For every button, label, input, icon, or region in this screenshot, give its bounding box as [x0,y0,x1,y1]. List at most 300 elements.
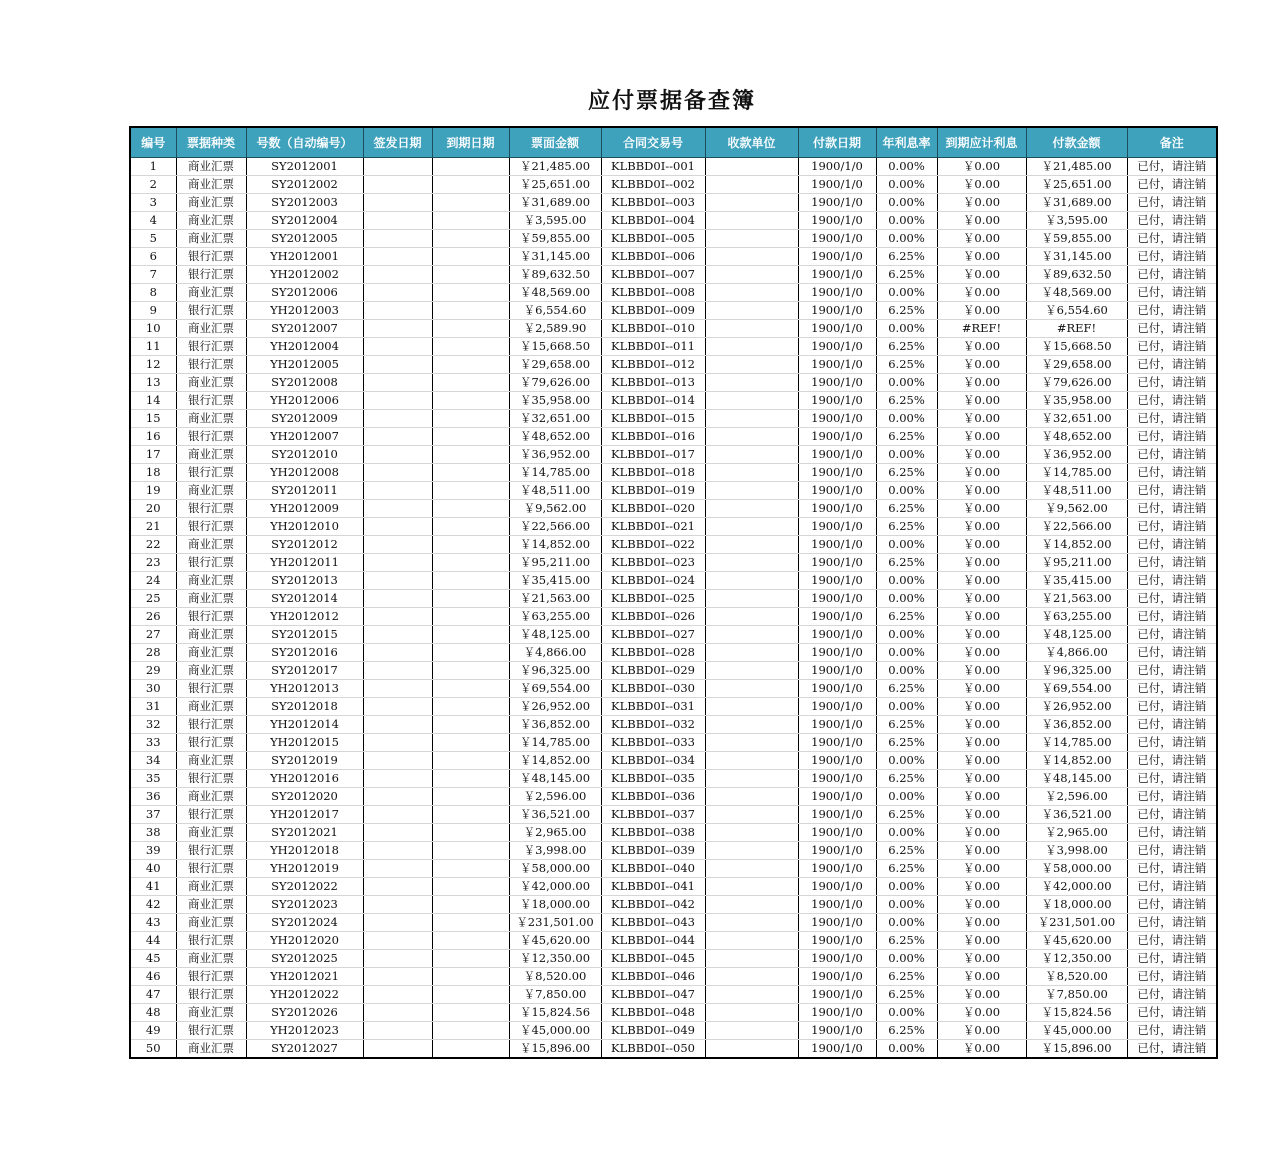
cell-issue-date[interactable] [363,212,432,230]
cell-contract-number[interactable]: KLBBD0I--033 [601,734,705,752]
cell-interest-rate[interactable]: 0.00% [876,212,937,230]
cell-due-date[interactable] [432,950,509,968]
cell-note-type[interactable]: 银行汇票 [176,806,246,824]
cell-payment-date[interactable]: 1900/1/0 [798,536,876,554]
cell-remarks[interactable]: 已付，请注销 [1127,698,1217,716]
cell-contract-number[interactable]: KLBBD0I--034 [601,752,705,770]
cell-contract-number[interactable]: KLBBD0I--036 [601,788,705,806]
cell-issue-date[interactable] [363,626,432,644]
cell-face-amount[interactable]: ￥48,569.00 [509,284,601,302]
cell-payee[interactable] [705,878,798,896]
cell-note-type[interactable]: 商业汇票 [176,950,246,968]
cell-note-number[interactable]: SY2012023 [246,896,363,914]
cell-interest-rate[interactable]: 6.25% [876,266,937,284]
cell-remarks[interactable]: 已付，请注销 [1127,572,1217,590]
cell-accrued-interest[interactable]: ￥0.00 [937,410,1026,428]
cell-interest-rate[interactable]: 0.00% [876,158,937,176]
cell-accrued-interest[interactable]: ￥0.00 [937,914,1026,932]
cell-payee[interactable] [705,806,798,824]
cell-face-amount[interactable]: ￥29,658.00 [509,356,601,374]
cell-payment-date[interactable]: 1900/1/0 [798,986,876,1004]
cell-note-number[interactable]: SY2012022 [246,878,363,896]
cell-interest-rate[interactable]: 0.00% [876,446,937,464]
cell-note-type[interactable]: 银行汇票 [176,716,246,734]
cell-interest-rate[interactable]: 0.00% [876,1004,937,1022]
cell-interest-rate[interactable]: 6.25% [876,680,937,698]
cell-note-type[interactable]: 银行汇票 [176,842,246,860]
cell-payment-date[interactable]: 1900/1/0 [798,248,876,266]
cell-payment-date[interactable]: 1900/1/0 [798,374,876,392]
cell-contract-number[interactable]: KLBBD0I--031 [601,698,705,716]
cell-payment-amount[interactable]: ￥45,620.00 [1026,932,1127,950]
cell-note-type[interactable]: 商业汇票 [176,536,246,554]
cell-payment-date[interactable]: 1900/1/0 [798,320,876,338]
cell-issue-date[interactable] [363,896,432,914]
cell-payee[interactable] [705,284,798,302]
cell-interest-rate[interactable]: 6.25% [876,860,937,878]
cell-face-amount[interactable]: ￥48,145.00 [509,770,601,788]
cell-due-date[interactable] [432,770,509,788]
cell-payment-date[interactable]: 1900/1/0 [798,176,876,194]
cell-payee[interactable] [705,752,798,770]
cell-contract-number[interactable]: KLBBD0I--014 [601,392,705,410]
cell-note-type[interactable]: 商业汇票 [176,176,246,194]
cell-payment-date[interactable]: 1900/1/0 [798,158,876,176]
cell-id[interactable]: 41 [130,878,176,896]
cell-payment-amount[interactable]: ￥15,668.50 [1026,338,1127,356]
cell-payee[interactable] [705,338,798,356]
cell-id[interactable]: 15 [130,410,176,428]
column-header-payment-date[interactable]: 付款日期 [798,127,876,158]
cell-note-number[interactable]: SY2012001 [246,158,363,176]
cell-note-number[interactable]: YH2012023 [246,1022,363,1040]
cell-payment-date[interactable]: 1900/1/0 [798,230,876,248]
cell-remarks[interactable]: 已付，请注销 [1127,1022,1217,1040]
cell-due-date[interactable] [432,320,509,338]
cell-issue-date[interactable] [363,698,432,716]
column-header-payee[interactable]: 收款单位 [705,127,798,158]
cell-accrued-interest[interactable]: ￥0.00 [937,464,1026,482]
cell-face-amount[interactable]: ￥58,000.00 [509,860,601,878]
cell-issue-date[interactable] [363,374,432,392]
cell-note-type[interactable]: 商业汇票 [176,320,246,338]
cell-payment-amount[interactable]: ￥95,211.00 [1026,554,1127,572]
cell-face-amount[interactable]: ￥12,350.00 [509,950,601,968]
cell-note-type[interactable]: 银行汇票 [176,770,246,788]
cell-interest-rate[interactable]: 6.25% [876,554,937,572]
cell-due-date[interactable] [432,158,509,176]
cell-payment-date[interactable]: 1900/1/0 [798,968,876,986]
cell-payee[interactable] [705,968,798,986]
cell-id[interactable]: 39 [130,842,176,860]
cell-remarks[interactable]: 已付，请注销 [1127,806,1217,824]
cell-payment-amount[interactable]: ￥14,852.00 [1026,752,1127,770]
cell-payee[interactable] [705,500,798,518]
column-header-note-type[interactable]: 票据种类 [176,127,246,158]
cell-accrued-interest[interactable]: ￥0.00 [937,428,1026,446]
cell-note-type[interactable]: 银行汇票 [176,356,246,374]
cell-face-amount[interactable]: ￥35,958.00 [509,392,601,410]
cell-interest-rate[interactable]: 6.25% [876,338,937,356]
cell-payment-amount[interactable]: ￥36,521.00 [1026,806,1127,824]
cell-accrued-interest[interactable]: ￥0.00 [937,266,1026,284]
cell-accrued-interest[interactable]: ￥0.00 [937,248,1026,266]
cell-payee[interactable] [705,698,798,716]
cell-face-amount[interactable]: ￥4,866.00 [509,644,601,662]
cell-accrued-interest[interactable]: ￥0.00 [937,194,1026,212]
cell-note-number[interactable]: YH2012010 [246,518,363,536]
cell-payment-date[interactable]: 1900/1/0 [798,824,876,842]
cell-id[interactable]: 42 [130,896,176,914]
cell-remarks[interactable]: 已付，请注销 [1127,464,1217,482]
cell-note-number[interactable]: SY2012021 [246,824,363,842]
cell-id[interactable]: 22 [130,536,176,554]
cell-id[interactable]: 6 [130,248,176,266]
cell-note-type[interactable]: 商业汇票 [176,752,246,770]
cell-issue-date[interactable] [363,518,432,536]
cell-contract-number[interactable]: KLBBD0I--027 [601,626,705,644]
cell-note-type[interactable]: 商业汇票 [176,284,246,302]
cell-face-amount[interactable]: ￥231,501.00 [509,914,601,932]
cell-note-type[interactable]: 银行汇票 [176,428,246,446]
cell-note-type[interactable]: 银行汇票 [176,554,246,572]
cell-id[interactable]: 49 [130,1022,176,1040]
cell-due-date[interactable] [432,878,509,896]
cell-accrued-interest[interactable]: ￥0.00 [937,770,1026,788]
cell-issue-date[interactable] [363,986,432,1004]
cell-payee[interactable] [705,212,798,230]
cell-face-amount[interactable]: ￥48,125.00 [509,626,601,644]
cell-payee[interactable] [705,788,798,806]
cell-id[interactable]: 46 [130,968,176,986]
cell-issue-date[interactable] [363,914,432,932]
cell-contract-number[interactable]: KLBBD0I--005 [601,230,705,248]
cell-contract-number[interactable]: KLBBD0I--017 [601,446,705,464]
cell-payment-date[interactable]: 1900/1/0 [798,950,876,968]
cell-id[interactable]: 29 [130,662,176,680]
cell-due-date[interactable] [432,176,509,194]
cell-contract-number[interactable]: KLBBD0I--023 [601,554,705,572]
cell-note-number[interactable]: YH2012007 [246,428,363,446]
cell-face-amount[interactable]: ￥3,595.00 [509,212,601,230]
cell-payee[interactable] [705,230,798,248]
cell-interest-rate[interactable]: 6.25% [876,986,937,1004]
cell-id[interactable]: 8 [130,284,176,302]
cell-due-date[interactable] [432,608,509,626]
cell-issue-date[interactable] [363,950,432,968]
cell-contract-number[interactable]: KLBBD0I--032 [601,716,705,734]
cell-due-date[interactable] [432,698,509,716]
cell-payment-date[interactable]: 1900/1/0 [798,932,876,950]
cell-note-number[interactable]: SY2012018 [246,698,363,716]
cell-note-type[interactable]: 银行汇票 [176,986,246,1004]
cell-remarks[interactable]: 已付，请注销 [1127,1004,1217,1022]
cell-contract-number[interactable]: KLBBD0I--018 [601,464,705,482]
cell-face-amount[interactable]: ￥26,952.00 [509,698,601,716]
cell-issue-date[interactable] [363,932,432,950]
cell-accrued-interest[interactable]: ￥0.00 [937,482,1026,500]
cell-accrued-interest[interactable]: ￥0.00 [937,176,1026,194]
cell-remarks[interactable]: 已付，请注销 [1127,410,1217,428]
cell-note-number[interactable]: SY2012027 [246,1040,363,1059]
cell-id[interactable]: 1 [130,158,176,176]
cell-payment-date[interactable]: 1900/1/0 [798,698,876,716]
cell-due-date[interactable] [432,1022,509,1040]
cell-accrued-interest[interactable]: ￥0.00 [937,752,1026,770]
cell-id[interactable]: 36 [130,788,176,806]
cell-interest-rate[interactable]: 0.00% [876,626,937,644]
cell-interest-rate[interactable]: 6.25% [876,500,937,518]
cell-face-amount[interactable]: ￥6,554.60 [509,302,601,320]
cell-issue-date[interactable] [363,968,432,986]
cell-accrued-interest[interactable]: ￥0.00 [937,392,1026,410]
cell-note-number[interactable]: YH2012006 [246,392,363,410]
cell-note-type[interactable]: 商业汇票 [176,158,246,176]
cell-payment-date[interactable]: 1900/1/0 [798,716,876,734]
cell-note-number[interactable]: YH2012021 [246,968,363,986]
cell-remarks[interactable]: 已付，请注销 [1127,338,1217,356]
cell-payment-amount[interactable]: ￥48,511.00 [1026,482,1127,500]
cell-payment-amount[interactable]: ￥48,652.00 [1026,428,1127,446]
column-header-id[interactable]: 编号 [130,127,176,158]
cell-issue-date[interactable] [363,608,432,626]
cell-id[interactable]: 31 [130,698,176,716]
cell-interest-rate[interactable]: 0.00% [876,482,937,500]
cell-payee[interactable] [705,842,798,860]
cell-accrued-interest[interactable]: ￥0.00 [937,518,1026,536]
cell-due-date[interactable] [432,1040,509,1059]
cell-face-amount[interactable]: ￥36,852.00 [509,716,601,734]
cell-face-amount[interactable]: ￥7,850.00 [509,986,601,1004]
cell-interest-rate[interactable]: 6.25% [876,428,937,446]
cell-due-date[interactable] [432,860,509,878]
cell-interest-rate[interactable]: 0.00% [876,572,937,590]
cell-contract-number[interactable]: KLBBD0I--044 [601,932,705,950]
cell-due-date[interactable] [432,464,509,482]
cell-accrued-interest[interactable]: ￥0.00 [937,842,1026,860]
cell-payee[interactable] [705,428,798,446]
cell-payment-date[interactable]: 1900/1/0 [798,842,876,860]
cell-id[interactable]: 17 [130,446,176,464]
cell-face-amount[interactable]: ￥45,620.00 [509,932,601,950]
cell-accrued-interest[interactable]: ￥0.00 [937,1004,1026,1022]
cell-id[interactable]: 12 [130,356,176,374]
cell-interest-rate[interactable]: 0.00% [876,194,937,212]
cell-issue-date[interactable] [363,284,432,302]
cell-note-number[interactable]: YH2012003 [246,302,363,320]
cell-note-type[interactable]: 商业汇票 [176,212,246,230]
cell-note-number[interactable]: YH2012019 [246,860,363,878]
column-header-remarks[interactable]: 备注 [1127,127,1217,158]
column-header-accrued-interest[interactable]: 到期应计利息 [937,127,1026,158]
cell-due-date[interactable] [432,446,509,464]
cell-payment-date[interactable]: 1900/1/0 [798,896,876,914]
cell-face-amount[interactable]: ￥31,689.00 [509,194,601,212]
cell-note-number[interactable]: YH2012011 [246,554,363,572]
cell-interest-rate[interactable]: 0.00% [876,284,937,302]
cell-payment-amount[interactable]: ￥29,658.00 [1026,356,1127,374]
cell-accrued-interest[interactable]: ￥0.00 [937,662,1026,680]
cell-contract-number[interactable]: KLBBD0I--046 [601,968,705,986]
cell-due-date[interactable] [432,338,509,356]
cell-remarks[interactable]: 已付，请注销 [1127,734,1217,752]
cell-issue-date[interactable] [363,1022,432,1040]
cell-payment-date[interactable]: 1900/1/0 [798,428,876,446]
column-header-issue-date[interactable]: 签发日期 [363,127,432,158]
cell-payment-date[interactable]: 1900/1/0 [798,752,876,770]
cell-contract-number[interactable]: KLBBD0I--038 [601,824,705,842]
cell-contract-number[interactable]: KLBBD0I--004 [601,212,705,230]
cell-id[interactable]: 28 [130,644,176,662]
cell-due-date[interactable] [432,302,509,320]
cell-payee[interactable] [705,356,798,374]
cell-payee[interactable] [705,158,798,176]
cell-contract-number[interactable]: KLBBD0I--002 [601,176,705,194]
cell-payment-amount[interactable]: ￥3,595.00 [1026,212,1127,230]
cell-payee[interactable] [705,1004,798,1022]
cell-payee[interactable] [705,266,798,284]
cell-payment-date[interactable]: 1900/1/0 [798,482,876,500]
cell-remarks[interactable]: 已付，请注销 [1127,716,1217,734]
cell-payee[interactable] [705,410,798,428]
cell-remarks[interactable]: 已付，请注销 [1127,554,1217,572]
cell-contract-number[interactable]: KLBBD0I--045 [601,950,705,968]
cell-payment-amount[interactable]: ￥8,520.00 [1026,968,1127,986]
cell-note-type[interactable]: 银行汇票 [176,266,246,284]
cell-interest-rate[interactable]: 0.00% [876,950,937,968]
cell-note-type[interactable]: 商业汇票 [176,644,246,662]
cell-payment-amount[interactable]: ￥15,896.00 [1026,1040,1127,1059]
cell-note-number[interactable]: SY2012019 [246,752,363,770]
cell-issue-date[interactable] [363,194,432,212]
cell-remarks[interactable]: 已付，请注销 [1127,968,1217,986]
cell-contract-number[interactable]: KLBBD0I--048 [601,1004,705,1022]
cell-note-number[interactable]: SY2012012 [246,536,363,554]
cell-remarks[interactable]: 已付，请注销 [1127,302,1217,320]
cell-payment-date[interactable]: 1900/1/0 [798,788,876,806]
cell-due-date[interactable] [432,554,509,572]
cell-payee[interactable] [705,482,798,500]
cell-payment-amount[interactable]: ￥6,554.60 [1026,302,1127,320]
cell-due-date[interactable] [432,572,509,590]
cell-payment-amount[interactable]: ￥48,145.00 [1026,770,1127,788]
cell-payment-amount[interactable]: ￥42,000.00 [1026,878,1127,896]
cell-note-number[interactable]: SY2012017 [246,662,363,680]
cell-face-amount[interactable]: ￥21,563.00 [509,590,601,608]
cell-note-number[interactable]: SY2012014 [246,590,363,608]
cell-payee[interactable] [705,518,798,536]
cell-id[interactable]: 44 [130,932,176,950]
cell-accrued-interest[interactable]: ￥0.00 [937,860,1026,878]
cell-issue-date[interactable] [363,266,432,284]
cell-payee[interactable] [705,626,798,644]
cell-remarks[interactable]: 已付，请注销 [1127,518,1217,536]
cell-note-type[interactable]: 银行汇票 [176,500,246,518]
cell-payment-date[interactable]: 1900/1/0 [798,500,876,518]
cell-payment-amount[interactable]: ￥14,852.00 [1026,536,1127,554]
cell-payment-date[interactable]: 1900/1/0 [798,518,876,536]
cell-issue-date[interactable] [363,734,432,752]
cell-due-date[interactable] [432,932,509,950]
cell-payment-amount[interactable]: ￥59,855.00 [1026,230,1127,248]
cell-note-number[interactable]: YH2012002 [246,266,363,284]
cell-payment-date[interactable]: 1900/1/0 [798,590,876,608]
cell-interest-rate[interactable]: 0.00% [876,644,937,662]
cell-contract-number[interactable]: KLBBD0I--035 [601,770,705,788]
cell-issue-date[interactable] [363,680,432,698]
cell-id[interactable]: 14 [130,392,176,410]
cell-accrued-interest[interactable]: ￥0.00 [937,230,1026,248]
cell-interest-rate[interactable]: 0.00% [876,230,937,248]
cell-issue-date[interactable] [363,770,432,788]
cell-payment-amount[interactable]: ￥96,325.00 [1026,662,1127,680]
cell-payment-amount[interactable]: ￥25,651.00 [1026,176,1127,194]
cell-face-amount[interactable]: ￥14,785.00 [509,464,601,482]
cell-remarks[interactable]: 已付，请注销 [1127,284,1217,302]
cell-payment-date[interactable]: 1900/1/0 [798,338,876,356]
cell-payee[interactable] [705,1022,798,1040]
cell-remarks[interactable]: 已付，请注销 [1127,230,1217,248]
cell-interest-rate[interactable]: 6.25% [876,734,937,752]
cell-issue-date[interactable] [363,644,432,662]
cell-interest-rate[interactable]: 6.25% [876,392,937,410]
cell-remarks[interactable]: 已付，请注销 [1127,932,1217,950]
cell-interest-rate[interactable]: 6.25% [876,968,937,986]
cell-payee[interactable] [705,572,798,590]
cell-accrued-interest[interactable]: ￥0.00 [937,536,1026,554]
cell-id[interactable]: 19 [130,482,176,500]
cell-payment-amount[interactable]: ￥231,501.00 [1026,914,1127,932]
cell-issue-date[interactable] [363,158,432,176]
cell-payment-amount[interactable]: ￥14,785.00 [1026,734,1127,752]
cell-due-date[interactable] [432,734,509,752]
cell-interest-rate[interactable]: 6.25% [876,518,937,536]
cell-payment-amount[interactable]: ￥14,785.00 [1026,464,1127,482]
cell-payee[interactable] [705,554,798,572]
cell-payment-date[interactable]: 1900/1/0 [798,608,876,626]
cell-remarks[interactable]: 已付，请注销 [1127,626,1217,644]
cell-note-type[interactable]: 银行汇票 [176,968,246,986]
cell-accrued-interest[interactable]: ￥0.00 [937,986,1026,1004]
cell-due-date[interactable] [432,518,509,536]
cell-due-date[interactable] [432,392,509,410]
cell-contract-number[interactable]: KLBBD0I--012 [601,356,705,374]
cell-accrued-interest[interactable]: ￥0.00 [937,212,1026,230]
cell-due-date[interactable] [432,248,509,266]
cell-due-date[interactable] [432,788,509,806]
cell-issue-date[interactable] [363,860,432,878]
cell-face-amount[interactable]: ￥14,852.00 [509,752,601,770]
cell-issue-date[interactable] [363,716,432,734]
cell-payee[interactable] [705,824,798,842]
cell-note-number[interactable]: SY2012006 [246,284,363,302]
cell-payment-amount[interactable]: ￥4,866.00 [1026,644,1127,662]
cell-issue-date[interactable] [363,824,432,842]
cell-face-amount[interactable]: ￥2,596.00 [509,788,601,806]
cell-payment-amount[interactable]: ￥22,566.00 [1026,518,1127,536]
cell-note-number[interactable]: SY2012026 [246,1004,363,1022]
cell-contract-number[interactable]: KLBBD0I--013 [601,374,705,392]
cell-issue-date[interactable] [363,806,432,824]
cell-note-type[interactable]: 商业汇票 [176,374,246,392]
cell-due-date[interactable] [432,536,509,554]
cell-issue-date[interactable] [363,788,432,806]
cell-contract-number[interactable]: KLBBD0I--016 [601,428,705,446]
cell-accrued-interest[interactable]: ￥0.00 [937,950,1026,968]
cell-remarks[interactable]: 已付，请注销 [1127,536,1217,554]
cell-contract-number[interactable]: KLBBD0I--003 [601,194,705,212]
cell-note-number[interactable]: SY2012016 [246,644,363,662]
